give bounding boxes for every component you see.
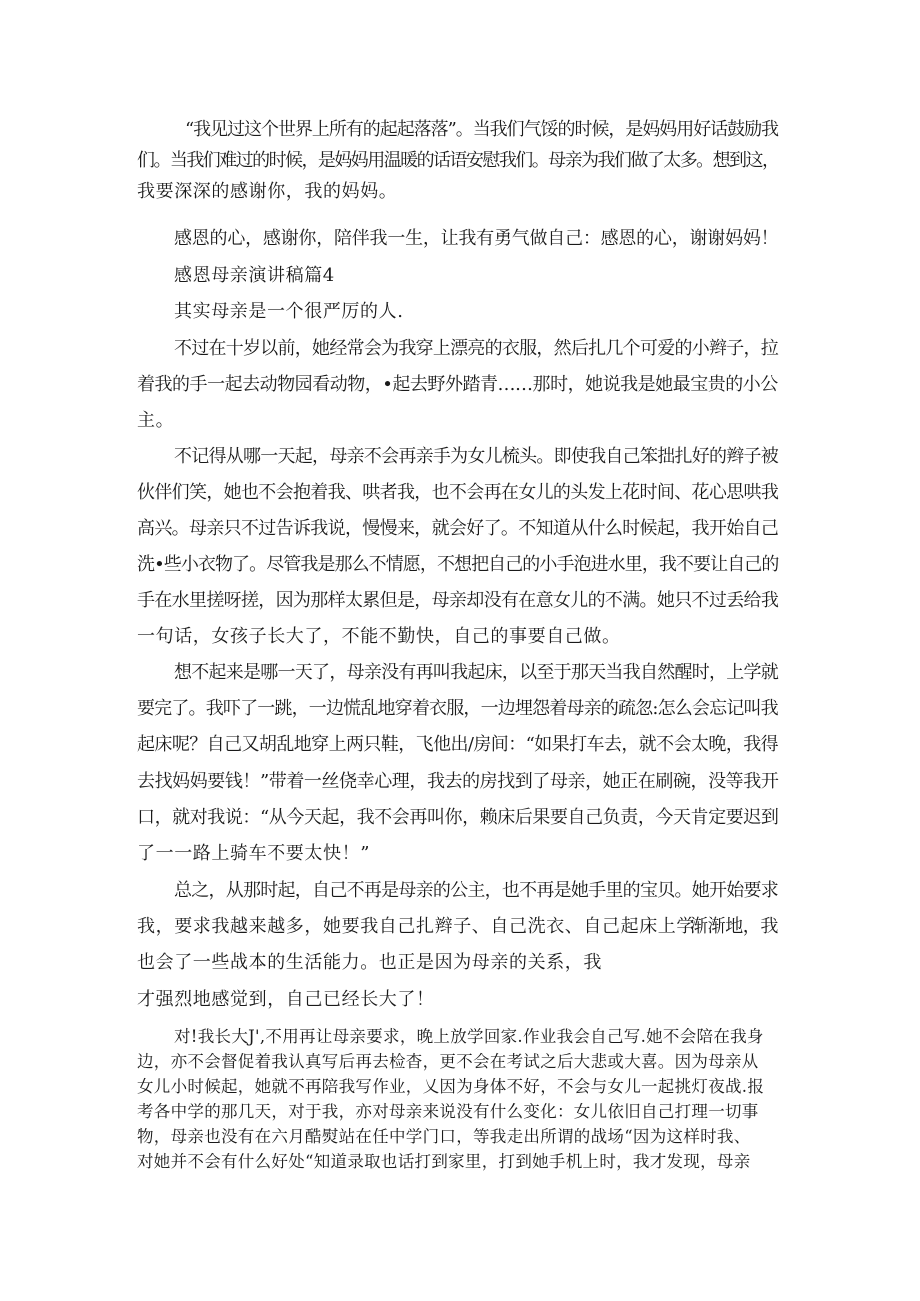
paragraph-line: 要完了。我吓了一跳，一边慌乱地穿着衣服，一边埋怨着母亲的疏忽:怎么会忘记叫我 — [137, 698, 778, 719]
paragraph-line: 渐渐地，我 — [690, 916, 778, 937]
paragraph-line: 对她并不会有什么好处“知道录取也话打到家里，打到她手机上时，我才发现，母亲 — [137, 1152, 751, 1171]
paragraph-line: 考各中学的那几天，对于我，亦对母亲来说没有什么变化：女儿依旧自己打理一切事 — [137, 1102, 759, 1121]
paragraph-line: 其实母亲是一个很严厉的人. — [174, 301, 404, 322]
paragraph-line: 才强烈地感觉到，自己已经长大了！ — [137, 989, 435, 1010]
paragraph-line: 口，就对我说：“从今天起，我不会再叫你，赖床后果要自己负责，今天肯定要迟到 — [137, 807, 779, 828]
paragraph-line: 也会了一些战本的生活能力。也正是因为母亲的关系，我 — [137, 952, 602, 973]
paragraph-line: 边，亦不会督促着我认真写后再去检杳，更不会在考试之后大悲或大喜。因为母亲从 — [137, 1052, 759, 1071]
paragraph-line: 了一一路上骑车不要太快！” — [137, 843, 371, 864]
paragraph-line: 不记得从哪一天起，母亲不会再亲手为女儿梳头。即使我自己笨拙扎好的辫子被 — [174, 446, 778, 467]
paragraph-line: 伙伴们笑，她也不会抱着我、哄者我，也不会再在女儿的头发上花时间、花心思哄我 — [137, 482, 779, 503]
paragraph-line: 起床呢？自己又胡乱地穿上两只鞋，飞他出/房间：“如果打车去，就不会太晚，我得 — [137, 734, 779, 755]
paragraph-line: 物，母亲也没有在六月酷熨站在任中学门口，等我走出所谓的战场“因为这样时我、 — [137, 1127, 751, 1146]
paragraph-line: 高兴。母亲只不过告诉我说，慢慢来，就会好了。不知道从什么时候起，我开始自己 — [137, 518, 779, 539]
paragraph-line: 洗•些小衣物了。尽管我是那么不情愿，不想把自己的小手泡进水里，我不要让自己的 — [137, 554, 779, 575]
paragraph-line: 一句话，女孩子长大了，不能不勤快，自己的事要自己做。 — [137, 626, 621, 647]
paragraph-line: 我要深深的感谢你，我的妈妈。 — [137, 181, 398, 202]
paragraph-line: 感恩的心，感谢你，陪伴我一生，让我有勇气做自己：感恩的心，谢谢妈妈！ — [174, 228, 779, 249]
section-heading: 感恩母亲演讲稿篇4 — [174, 265, 335, 286]
paragraph-line: 女儿小时候起，她就不再陪我写作业，乂因为身体不好，不会与女儿一起挑灯夜战.报 — [137, 1077, 765, 1096]
paragraph-line: 着我的手一起去动物园看动物，•起去野外踏青……那时，她说我是她最宝贵的小公 — [137, 374, 778, 395]
paragraph-line: 手在水里搓呀搓，因为那样太累但是，母亲却没有在意女儿的不满。她只不过丢给我 — [137, 590, 779, 611]
paragraph-line: 们。当我们难过的时候，是妈妈用温暖的话语安慰我们。母亲为我们做了太多。想到这， — [137, 150, 779, 171]
paragraph-line: 去找妈妈要钱！”带着一丝侥幸心理，我去的房找到了母亲，她正在刷碗，没等我开 — [137, 771, 779, 792]
paragraph-line: “我见过这个世界上所有的起起落落”。当我们气馁的时候，是妈妈用好话鼓励我 — [185, 119, 779, 140]
paragraph-line: 想不起来是哪一天了，母亲没有再叫我起床，以至于那天当我自然醒时，上学就 — [174, 662, 778, 683]
paragraph-line: 对!我长大J',不用再让母亲要求，晚上放学回家.作业我会自己写.她不会陪在我身 — [174, 1027, 764, 1046]
paragraph-line: 主。 — [137, 410, 175, 431]
paragraph-line: 我，要求我越来越多，她要我自己扎辫子、自己洗衣、自己起床上学 — [137, 916, 695, 937]
paragraph-line: 总之，从那时起，自己不再是母亲的公主，也不再是她手里的宝贝。她开始要求 — [174, 880, 778, 901]
paragraph-line: 不过在十岁以前，她经常会为我穿上漂亮的衣服，然后扎几个可爱的小辫子，拉 — [174, 338, 778, 359]
